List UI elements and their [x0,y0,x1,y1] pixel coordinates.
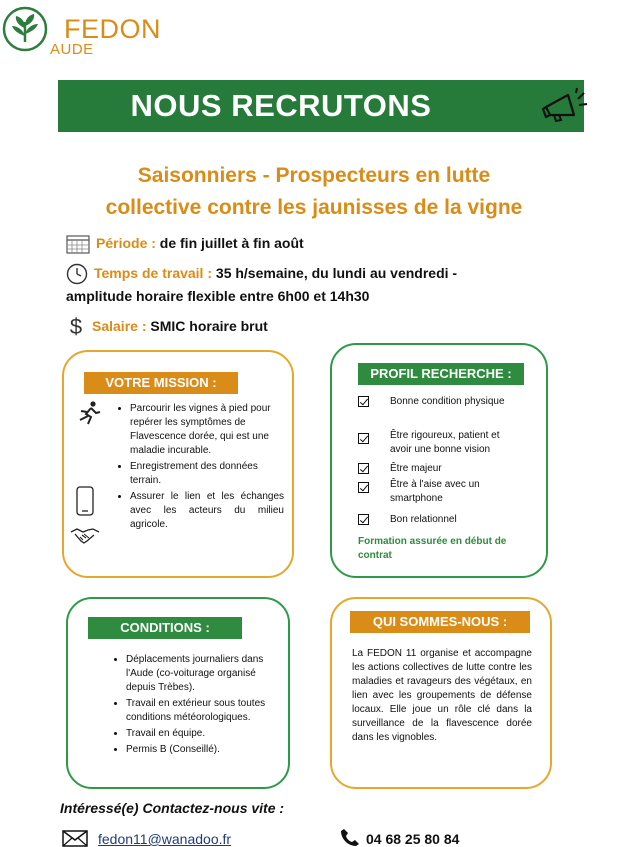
banner-title: NOUS RECRUTONS [130,88,432,123]
qui-title: QUI SOMMES-NOUS : [350,611,530,633]
info-periode [66,232,304,254]
phone-number[interactable]: 04 68 25 80 84 [366,831,460,847]
phone-icon [340,828,360,847]
conditions-title: CONDITIONS : [88,617,242,639]
checkbox-icon [358,514,369,525]
info-temps [66,262,457,285]
list-item: • Parcourir les vignes à pied pour repérer les symptômes de Flavescence dorée, qui est une maladie incurable. [130,402,284,458]
logo [2,6,162,58]
logo-subtitle: AUDE [50,41,94,58]
mission-title: VOTRE MISSION : [84,372,238,394]
list-item: • Travail en extérieur sous toutes conditions météorologiques. [126,697,280,725]
handshake-icon [70,526,100,546]
contact-title: Intéressé(e) Contactez-nous vite : [60,800,285,816]
conditions-list [110,653,280,759]
list-item: • Permis B (Conseillé). [126,743,280,757]
periode-label: Période : [96,235,156,251]
megaphone-icon [538,87,590,125]
temps-value-1: 35 h/semaine, du lundi au vendredi - [215,265,458,281]
conditions-box [66,597,290,789]
salaire-label: Salaire : [92,318,147,334]
job-title-line-2: collective contre les jaunisses de la vigne [105,196,523,219]
list-item: • Enregistrement des données terrain. [130,460,284,488]
checkbox-icon [358,463,369,474]
email-link[interactable]: fedon11@wanadoo.fr [98,831,232,847]
mission-list [114,402,284,534]
checkbox-icon [358,482,369,493]
smartphone-icon [76,486,94,516]
envelope-icon [62,830,88,847]
profil-box: PROFIL RECHERCHE : Bonne condition physique Être rigoureux, patient et avoir une bonne vision Être majeur Être à l'aise avec un smartphone Bon relationnel Formation assurée en début de contrat [330,343,548,578]
list-item: • Travail en équipe. [126,727,280,741]
temps-value-2: amplitude horaire flexible entre 6h00 et 14h30 [66,288,370,304]
profil-note: Formation assurée en début de contrat [358,536,507,561]
clock-icon [66,263,88,285]
temps-label: Temps de travail : [94,265,213,281]
periode-value: de fin juillet à fin août [159,235,304,251]
job-title-line-1: Saisonniers - Prospecteurs en lutte [137,164,491,187]
recruiting-banner [58,80,584,132]
job-title [40,160,588,224]
dollar-icon: $ [69,314,83,340]
salaire-value: SMIC horaire brut [150,318,268,334]
calendar-icon [66,234,90,254]
checkbox-icon [358,396,369,407]
mission-box [62,350,294,578]
logo-name: FEDON [64,14,161,44]
checkbox-icon [358,433,369,444]
running-person-icon [76,400,102,426]
qui-box [330,597,552,789]
info-salaire [66,315,268,338]
leaf-icon [2,6,48,52]
qui-text: La FEDON 11 organise et accompagne les actions collectives de lutte contre les maladies et ravageurs des végétaux, en lien avec les groupements de défense locaux. Elle joue un rôle clé dans la surveillance de la flavescence dorée dans les vignobles. [352,648,532,743]
list-item: • Déplacements journaliers dans l'Aude (co-voiturage organisé depuis Trèbes). [126,653,280,695]
list-item: • Assurer le lien et les échanges avec les acteurs du milieu agricole. [130,490,284,532]
profil-title: PROFIL RECHERCHE : [358,363,524,385]
